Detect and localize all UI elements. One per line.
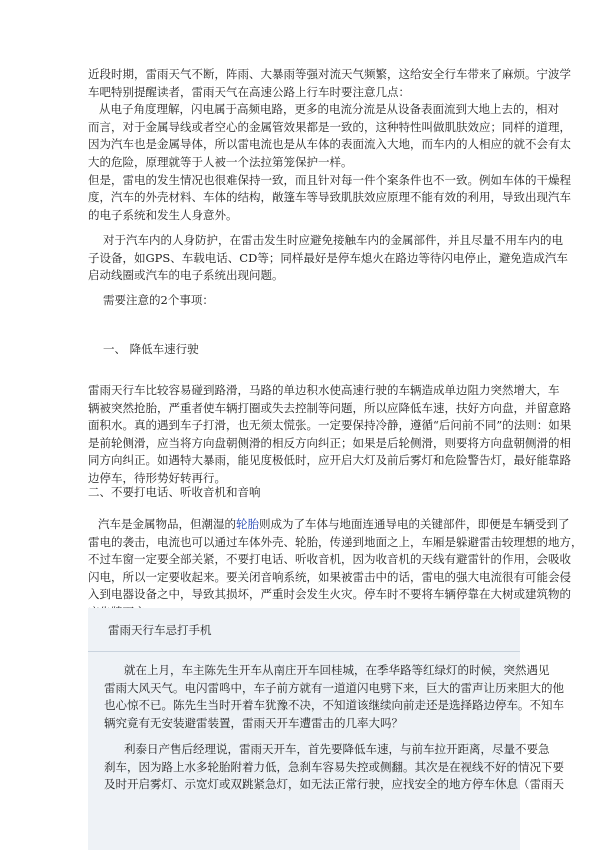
text-segment: 则成为了车体与地面连通导电的关键部件，即便是车辆受到了	[259, 517, 570, 531]
text-line: 对于汽车内的人身防护，在雷击发生时应避免接触车内的金属部件，并且尽量不用车内的电	[103, 233, 563, 247]
text-line: 度，汽车的外壳材料、车体的结构，敞篷车等导致肌肤效应原理不能有效的利用，导致出现汽车	[88, 190, 571, 205]
section-2-heading	[88, 484, 520, 502]
text-line: 车吧特别提醒读者，雷雨天气在高速公路上行车时要注意几点：	[88, 84, 410, 99]
text-line: 雷雨大风天气。电闪雷鸣中，车子前方就有一道道闪电劈下来，巨大的雷声让历来胆大的他	[104, 680, 564, 695]
text-line: 子设备，如GPS、车载电话、CD等；同样最好是停车熄火在路边等待闪电停止，避免造成汽车	[88, 250, 568, 265]
case-study-box	[88, 608, 564, 850]
notice-text: 需要注意的2个事项：	[103, 293, 214, 307]
intro-paragraph	[88, 66, 571, 224]
text-line: 利泰日产售后经理说，雷雨天开车，首先要降低车速，与前车拉开距离，尽量不要急	[124, 742, 550, 756]
text-line	[88, 516, 570, 534]
text-line: 闪电，所以一定要收起来。要关闭音响系统，如果被雷击中的话，雷电的强大电流很有可能会侵	[88, 569, 571, 584]
section-heading: 一、 降低车速行驶	[103, 342, 199, 356]
box-title: 雷雨天行车忌打手机	[108, 623, 212, 637]
tire-link[interactable]: 轮胎	[236, 517, 259, 531]
text-line: 近段时期，雷雨天气不断，阵雨、大暴雨等强对流天气频繁，这给安全行车带来了麻烦。宁波学	[88, 67, 571, 81]
section-1-paragraph	[88, 382, 572, 488]
text-line: 及时开启雾灯、示宽灯或双跳紧急灯，如无法正常行驶，应找安全的地方停车休息（雷雨天	[104, 777, 564, 792]
text-line: 因为汽车也是金属导体，所以雷电流也是从车体的表面流入大地，而车内的人相应的就不会有太	[88, 137, 571, 152]
section-1-heading	[88, 341, 520, 359]
text-line: 雷雨天行车比较容易碰到路滑，马路的单边积水使高速行驶的车辆造成单边阻力突然增大，车	[88, 383, 560, 397]
text-line: 是前轮侧滑，应当将方向盘朝侧滑的相反方向纠正；如果是后轮侧滑，则要将方向盘朝侧滑的相	[88, 435, 571, 450]
text-line: 大的危险，原理就等于人被一个法拉第笼保护一样。	[88, 154, 353, 169]
box-paragraph-2	[104, 741, 564, 794]
text-line: 面积水。真的遇到车子打滑，也无须太慌张。一定要保持冷静，遵循“后问前不同”的法则：如果	[88, 418, 572, 433]
text-line: 从电子角度理解，闪电属于高频电路，更多的电流分流是从设备表面流到大地上去的，相对	[99, 102, 559, 117]
text-line: 入到电器设备之中，导致其损坏，严重时会发生火灾。停车时不要将车辆停靠在大树或建筑物的	[88, 587, 571, 602]
box-paragraph-1	[104, 662, 564, 732]
section-2-paragraph	[88, 516, 583, 622]
text-line: 同方向纠正。如遇特大暴雨，能见度极低时，应开启大灯及前后雾灯和危险警告灯，最好能靠路	[88, 453, 571, 468]
text-line: 辆究竟有无安装避雷装置，雷雨天开车遭雷击的几率大吗？	[104, 715, 403, 730]
box-divider	[88, 651, 520, 652]
text-line: 辆被突然抢胎，严重者使车辆打圈或失去控制等问题，所以应降低车速，扶好方向盘，并留意路	[88, 400, 571, 415]
text-line: 不过车窗一定要全部关紧，不要打电话、听收音机，因为收音机的天线有避雷针的作用，会吸收	[88, 552, 571, 567]
text-line: 的电子系统和发生人身意外。	[88, 207, 238, 222]
text-line: 也心惊不已。陈先生当时开着车犹豫不决，不知道该继续向前走还是选择路边停车。不知车	[104, 698, 564, 713]
text-line: 而言，对于金属导线或者空心的金属管效果都是一致的，这种特性叫做肌肤效应；同样的道理，	[88, 119, 571, 134]
text-segment: 汽车是金属物品，但潮湿的	[98, 517, 236, 531]
protection-paragraph	[88, 232, 568, 285]
text-line: 刹车，因为路上水多轮胎附着力低，急刹车容易失控或侧翻。其次是在视线不好的情况下要	[104, 759, 564, 774]
text-line: 雷电的袭击，电流也可以通过车体外壳、轮胎，传递到地面之上，车厢是躲避雷击较理想的地方，	[88, 534, 583, 549]
text-line: 边停车，待形势好转再行。	[88, 470, 226, 485]
text-line: 就在上月，车主陈先生开车从南庄开车回桂城，在季华路等红绿灯的时候，突然遇见	[124, 663, 550, 677]
section-heading: 二、不要打电话、听收音机和音响	[88, 485, 261, 499]
text-line: 启动线圈或汽车的电子系统出现问题。	[88, 268, 284, 283]
notice-line	[88, 292, 520, 310]
text-line: 但是，雷电的发生情况也很难保持一致，而且针对每一件个案条件也不一致。例如车体的干燥程	[88, 172, 571, 187]
